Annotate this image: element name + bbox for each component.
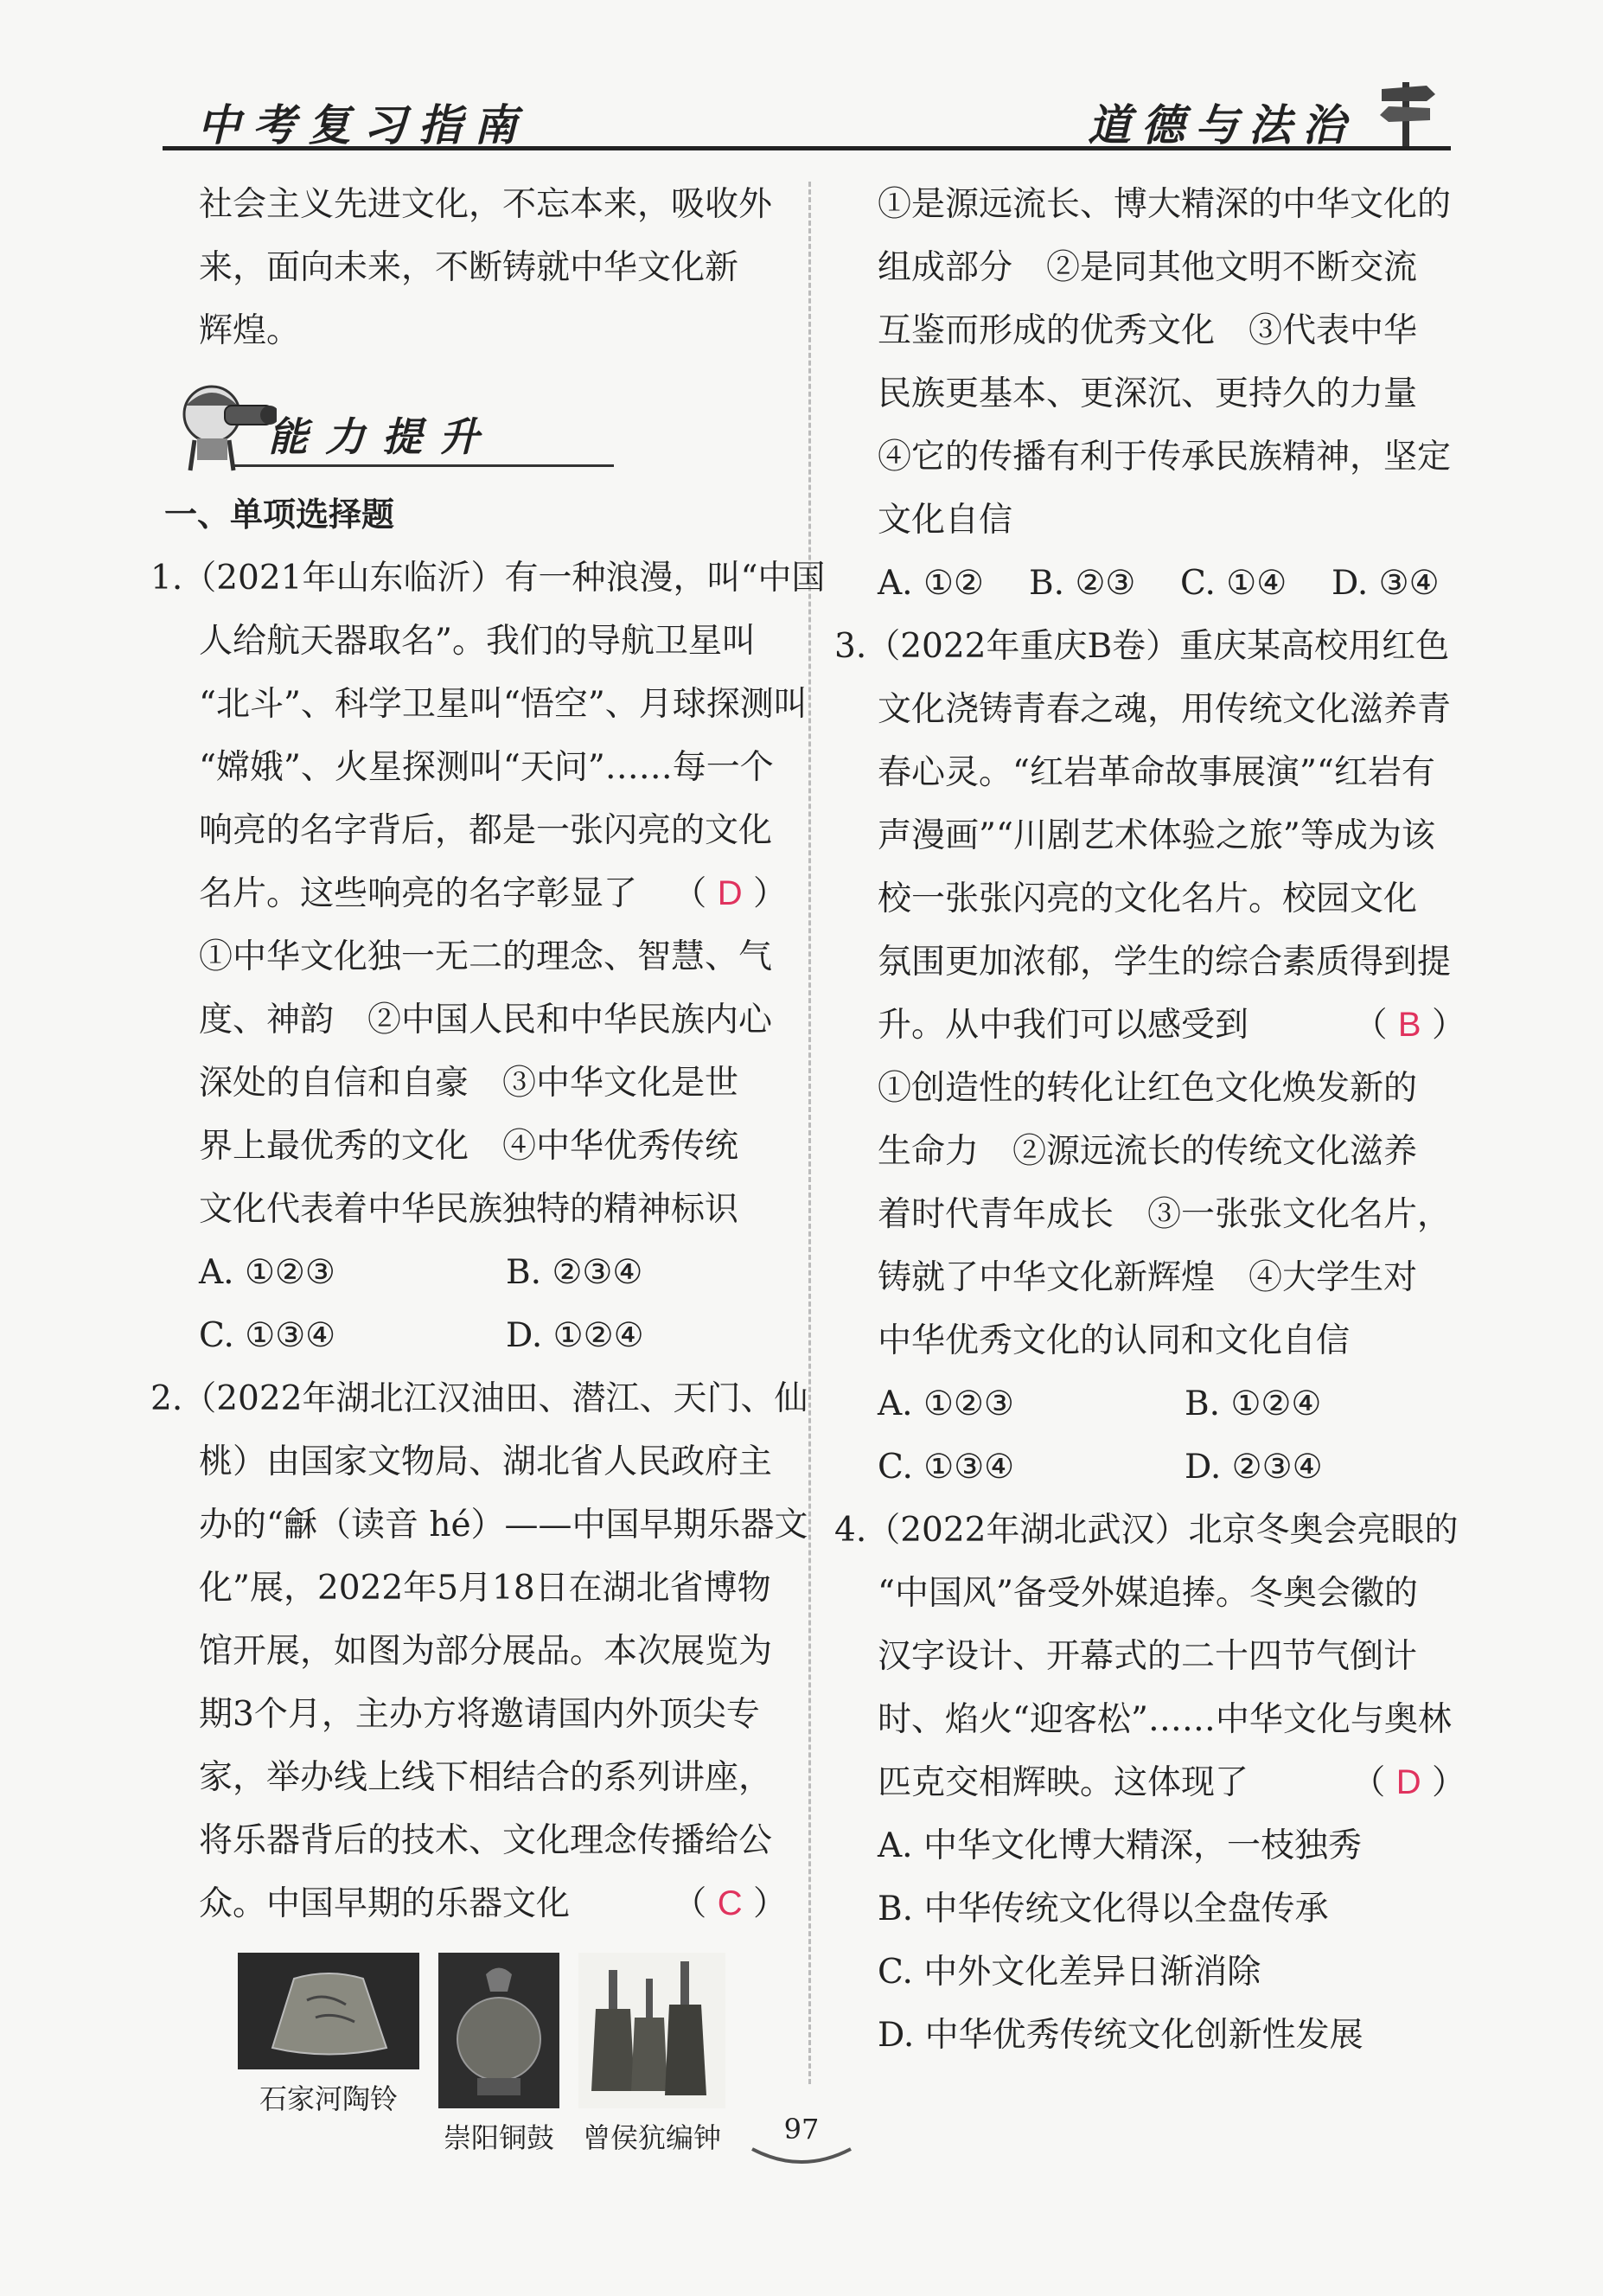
question-line: 匹克交相辉映。这体现了 <box>878 1763 1249 1802</box>
banner-underline <box>233 464 614 467</box>
option-b[interactable]: B. ②③④ <box>506 1253 643 1292</box>
header-rule <box>163 146 1451 150</box>
bronze-drum-image <box>438 1953 559 2108</box>
option-c[interactable]: C. ①④ <box>1180 564 1287 603</box>
options-row <box>843 552 1466 615</box>
options-row <box>843 1372 1466 1436</box>
option-c[interactable]: C. ①③④ <box>878 1448 1015 1487</box>
pottery-bell-image <box>238 1953 419 2069</box>
statement-line: 互鉴而形成的优秀文化 ③代表中华 <box>878 311 1418 350</box>
option-d[interactable]: D. ③④ <box>1332 564 1440 603</box>
answer-bracket: （ B ） <box>1353 1006 1466 1045</box>
ability-banner <box>164 371 787 483</box>
question-answer-line <box>164 862 787 925</box>
question-line: 人给航天器取名”。我们的导航卫星叫 <box>199 622 756 661</box>
figure-caption: 崇阳铜鼓 <box>443 2121 554 2154</box>
question-line: 家，举办线上线下相结合的系列讲座， <box>199 1758 773 1797</box>
statement-line: 深处的自信和自豪 ③中华文化是世 <box>199 1064 739 1103</box>
question-line: 声漫画”“川剧艺术体验之旅”等成为该 <box>878 816 1435 855</box>
answer-bracket: （ D ） <box>1351 1763 1466 1802</box>
statement-line: 文化代表着中华民族独特的精神标识 <box>199 1190 739 1229</box>
answer-mark: D <box>717 874 743 912</box>
page-footer <box>0 2114 1603 2146</box>
answer-bracket: （ C ） <box>673 1884 787 1923</box>
statement-line: 界上最优秀的文化 ④中华优秀传统 <box>199 1127 739 1166</box>
intro-line: 社会主义先进文化，不忘本来，吸收外 <box>199 185 773 224</box>
question-line: “中国风”备受外媒追捧。冬奥会徽的 <box>878 1574 1418 1613</box>
statement-line: ①中华文化独一无二的理念、智慧、气 <box>199 937 773 976</box>
question-line: 办的“龢（读音 hé）——中国早期乐器文 <box>199 1506 808 1545</box>
statement-line: 中华优秀文化的认同和文化自信 <box>878 1321 1351 1360</box>
section-heading: 一、单项选择题 <box>164 496 395 534</box>
answer-mark: D <box>1395 1763 1421 1801</box>
statement-line: 着时代青年成长 ③一张张文化名片， <box>878 1195 1452 1234</box>
signpost-icon <box>1373 74 1442 151</box>
answer-bracket: （ D ） <box>673 874 787 913</box>
option-b[interactable]: B. 中华传统文化得以全盘传承 <box>878 1890 1329 1928</box>
column-divider <box>808 182 811 2084</box>
question-line: 众。中国早期的乐器文化 <box>199 1884 571 1923</box>
options-row <box>164 1241 787 1304</box>
options-row <box>843 1436 1466 1499</box>
option-d[interactable]: D. ①②④ <box>506 1316 644 1355</box>
statement-line: 生命力 ②源远流长的传统文化滋养 <box>878 1132 1418 1171</box>
question-line: 2.（2022年湖北江汉油田、潜江、天门、仙 <box>150 1379 808 1418</box>
option-a[interactable]: A. 中华文化博大精深，一枝独秀 <box>878 1826 1362 1865</box>
question-line: 响亮的名字背后，都是一张闪亮的文化 <box>199 811 773 850</box>
intro-line: 辉煌。 <box>199 311 301 350</box>
banner-title: 能力提升 <box>268 413 496 460</box>
statement-line: ①是源远流长、博大精深的中华文化的 <box>878 185 1452 224</box>
answer-mark: B <box>1397 1006 1421 1044</box>
question-line: 名片。这些响亮的名字彰显了 <box>199 874 638 913</box>
statement-line: 度、神韵 ②中国人民和中华民族内心 <box>199 1001 773 1039</box>
question-line: 时、焰火“迎客松”……中华文化与奥林 <box>878 1700 1452 1739</box>
option-d[interactable]: D. 中华优秀传统文化创新性发展 <box>878 2016 1364 2055</box>
question-1 <box>150 547 826 1367</box>
question-line: 春心灵。“红岩革命故事展演”“红岩有 <box>878 753 1435 792</box>
question-line: 文化浇铸青春之魂，用传统文化滋养青 <box>878 690 1452 729</box>
header-book-title: 中考复习指南 <box>197 99 529 150</box>
intro-line: 来，面向未来，不断铸就中华文化新 <box>199 248 739 287</box>
header-subject: 道德与法治 <box>1088 99 1356 150</box>
question-line: 桃）由国家文物局、湖北省人民政府主 <box>199 1442 773 1481</box>
option-a[interactable]: A. ①②③ <box>878 1385 1014 1423</box>
question-line: 校一张张闪亮的文化名片。校园文化 <box>878 879 1418 918</box>
statement-line: ①创造性的转化让红色文化焕发新的 <box>878 1069 1418 1108</box>
right-column <box>834 173 1466 2067</box>
question-line: 4.（2022年湖北武汉）北京冬奥会亮眼的 <box>834 1511 1459 1550</box>
question-line: 汉字设计、开幕式的二十四节气倒计 <box>878 1637 1418 1676</box>
question-line: 升。从中我们可以感受到 <box>878 1006 1249 1045</box>
question-line: 1.（2021年山东临沂）有一种浪漫，叫“中国 <box>150 559 826 598</box>
option-c[interactable]: C. ①③④ <box>199 1316 336 1355</box>
statement-line: 文化自信 <box>878 501 1013 540</box>
mascot-telescope-icon <box>164 371 277 475</box>
option-a[interactable]: A. ①②③ <box>199 1253 335 1292</box>
question-answer-line <box>164 1872 787 1935</box>
options-row <box>164 1304 787 1367</box>
page-header <box>163 82 1451 151</box>
question-line: 期3个月，主办方将邀请国内外顶尖专 <box>199 1695 760 1734</box>
option-b[interactable]: B. ②③ <box>1029 564 1136 603</box>
question-line: “嫦娥”、火星探测叫“天问”……每一个 <box>199 748 774 787</box>
statement-line: 铸就了中华文化新辉煌 ④大学生对 <box>878 1258 1418 1297</box>
bronze-bells-image <box>578 1953 725 2108</box>
statement-line: ④它的传播有利于传承民族精神，坚定 <box>878 438 1452 476</box>
figure-caption: 曾侯犺编钟 <box>582 2121 721 2154</box>
option-b[interactable]: B. ①②④ <box>1185 1385 1322 1423</box>
option-d[interactable]: D. ②③④ <box>1185 1448 1323 1487</box>
option-c[interactable]: C. 中外文化差异日渐消除 <box>878 1953 1261 1992</box>
question-line: 将乐器背后的技术、文化理念传播给公 <box>199 1821 773 1860</box>
question-line: 化”展，2022年5月18日在湖北省博物 <box>199 1569 771 1608</box>
question-line: 馆开展，如图为部分展品。本次展览为 <box>199 1632 773 1671</box>
question-3 <box>834 615 1466 1499</box>
question-answer-line <box>843 1751 1466 1814</box>
page-number: 97 <box>783 2113 820 2146</box>
option-a[interactable]: A. ①② <box>878 564 984 603</box>
question-line: “北斗”、科学卫星叫“悟空”、月球探测叫 <box>199 685 808 724</box>
question-line: 3.（2022年重庆B卷）重庆某高校用红色 <box>834 627 1450 666</box>
figure-caption: 石家河陶铃 <box>259 2082 398 2115</box>
answer-mark: C <box>717 1884 743 1922</box>
statement-line: 民族更基本、更深沉、更持久的力量 <box>878 374 1418 413</box>
statement-line: 组成部分 ②是同其他文明不断交流 <box>878 248 1418 287</box>
question-4 <box>834 1499 1466 2067</box>
question-answer-line <box>843 994 1466 1057</box>
question-line: 氛围更加浓郁，学生的综合素质得到提 <box>878 943 1452 982</box>
